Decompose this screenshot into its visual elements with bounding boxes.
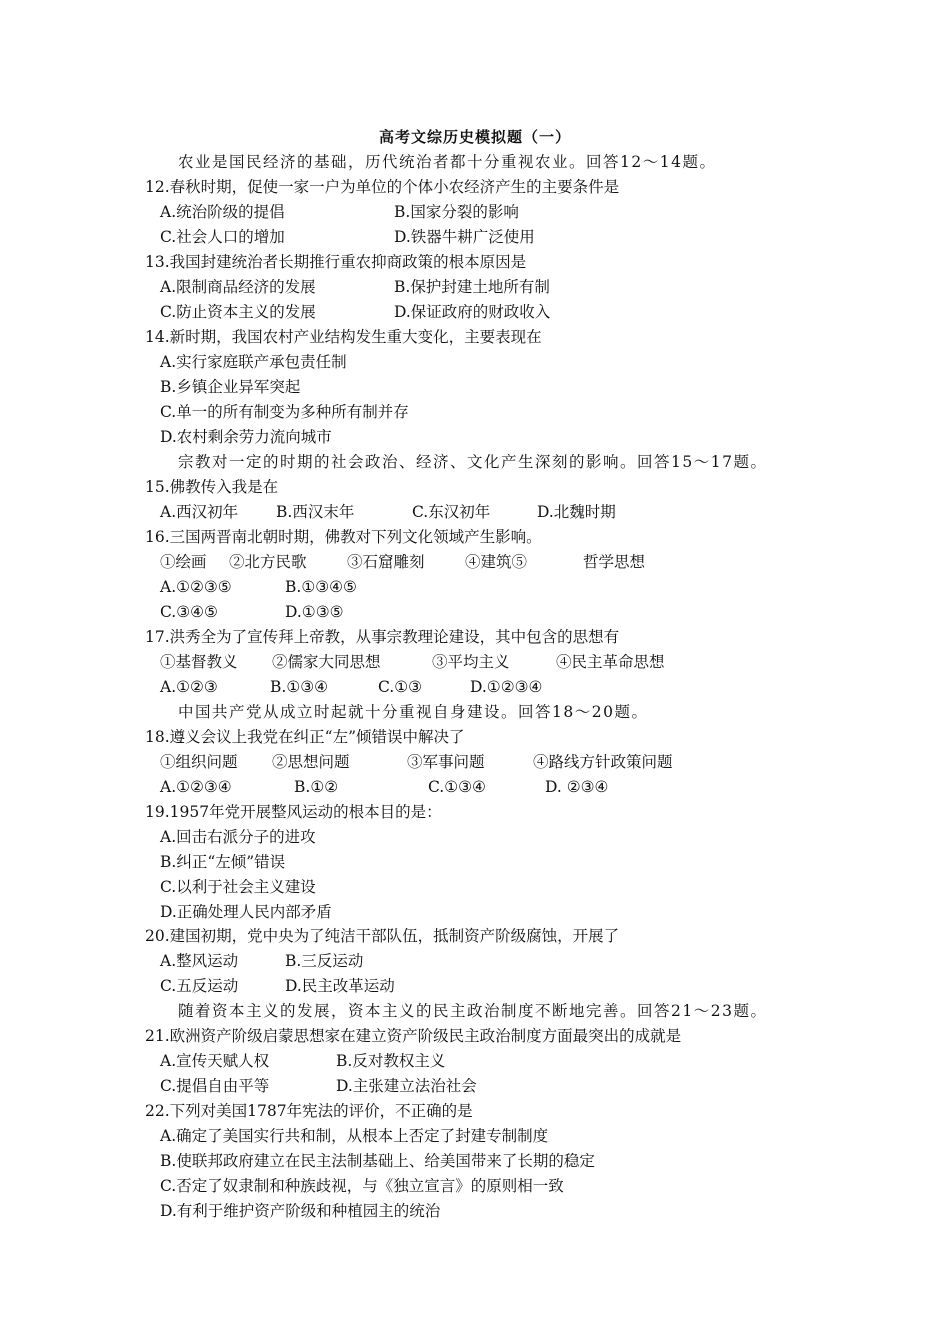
option-d: D.①③⑤ — [285, 603, 344, 621]
option-d: D.正确处理人民内部矛盾 — [160, 903, 332, 921]
option-a: A.确定了美国实行共和制，从根本上否定了封建专制制度 — [160, 1127, 549, 1145]
option-a: A.①②③ — [160, 678, 218, 696]
option-b: B.国家分裂的影响 — [394, 203, 519, 221]
option-b: B.纠正“左倾”错误 — [160, 853, 286, 871]
item-4: ④建筑⑤ — [465, 553, 528, 571]
question-21: 21.欧洲资产阶级启蒙思想家在建立资产阶级民主政治制度方面最突出的成就是 — [145, 1027, 682, 1045]
item-1: ①绘画 — [160, 553, 207, 571]
option-c: C.否定了奴隶制和种族歧视，与《独立宣言》的原则相一致 — [160, 1177, 564, 1195]
option-b: B.乡镇企业异军突起 — [160, 378, 301, 396]
option-c: C.以利于社会主义建设 — [160, 878, 316, 896]
option-c: C.提倡自由平等 — [160, 1077, 270, 1095]
option-a: A.①②③⑤ — [160, 578, 232, 596]
item-3: ③平均主义 — [432, 653, 510, 671]
option-c: C.防止资本主义的发展 — [160, 303, 316, 321]
option-c: C.①③④ — [428, 778, 486, 796]
option-d: D.保证政府的财政收入 — [394, 303, 551, 321]
option-a: A.回击右派分子的进攻 — [160, 828, 316, 846]
option-a: A.①②③④ — [160, 778, 232, 796]
item-3: ③石窟雕刻 — [347, 553, 425, 571]
option-a: A.实行家庭联产承包责任制 — [160, 353, 347, 371]
option-b: B.使联邦政府建立在民主法制基础上、给美国带来了长期的稳定 — [160, 1152, 595, 1170]
question-20: 20.建国初期，党中央为了纯洁干部队伍，抵制资产阶级腐蚀，开展了 — [145, 927, 620, 945]
option-a: A.整风运动 — [160, 952, 239, 970]
option-d: D.铁器牛耕广泛使用 — [394, 228, 535, 246]
item-5: 哲学思想 — [583, 553, 646, 571]
option-d: D. ②③④ — [545, 778, 609, 796]
option-c: C.五反运动 — [160, 977, 239, 995]
question-19: 19.1957年党开展整风运动的根本目的是： — [145, 803, 442, 821]
section-intro-21-23: 随着资本主义的发展，资本主义的民主政治制度不断地完善。回答21～23题。 — [178, 1002, 768, 1020]
option-c: C.单一的所有制变为多种所有制并存 — [160, 403, 409, 421]
item-2: ②儒家大同思想 — [272, 653, 381, 671]
option-a: A.宣传天赋人权 — [160, 1052, 270, 1070]
item-1: ①组织问题 — [160, 753, 238, 771]
item-2: ②北方民歌 — [229, 553, 307, 571]
option-d: D.农村剩余劳力流向城市 — [160, 428, 332, 446]
item-2: ②思想问题 — [272, 753, 350, 771]
question-14: 14.新时期，我国农村产业结构发生重大变化，主要表现在 — [145, 328, 542, 346]
option-a: A.统治阶级的提倡 — [160, 203, 285, 221]
option-b: B.①② — [294, 778, 339, 796]
option-d: D.①②③④ — [470, 678, 543, 696]
option-b: B.保护封建土地所有制 — [394, 278, 550, 296]
option-d: D.主张建立法治社会 — [336, 1077, 477, 1095]
item-4: ④民主革命思想 — [556, 653, 665, 671]
option-c: C.东汉初年 — [412, 503, 491, 521]
option-c: C.社会人口的增加 — [160, 228, 285, 246]
section-intro-12-14: 农业是国民经济的基础，历代统治者都十分重视农业。回答12～14题。 — [178, 153, 717, 171]
question-22: 22.下列对美国1787年宪法的评价，不正确的是 — [145, 1102, 473, 1120]
question-18: 18.遵义会议上我党在纠正“左”倾错误中解决了 — [145, 728, 465, 746]
option-c: C.①③ — [378, 678, 423, 696]
option-a: A.西汉初年 — [160, 503, 239, 521]
section-intro-15-17: 宗教对一定的时期的社会政治、经济、文化产生深刻的影响。回答15～17题。 — [178, 453, 768, 471]
question-17: 17.洪秀全为了宣传拜上帝教，从事宗教理论建设，其中包含的思想有 — [145, 628, 620, 646]
option-d: D.北魏时期 — [537, 503, 616, 521]
item-1: ①基督教义 — [160, 653, 238, 671]
option-d: D.有利于维护资产阶级和种植园主的统治 — [160, 1202, 441, 1220]
item-3: ③军事问题 — [407, 753, 485, 771]
option-b: B.三反运动 — [285, 952, 364, 970]
question-16: 16.三国两晋南北朝时期，佛教对下列文化领域产生影响。 — [145, 528, 542, 546]
option-b: B.①③④⑤ — [285, 578, 357, 596]
option-b: B.①③④ — [270, 678, 329, 696]
page-title: 高考文综历史模拟题（一） — [378, 128, 571, 146]
option-b: B.反对教权主义 — [336, 1052, 446, 1070]
item-4: ④路线方针政策问题 — [533, 753, 673, 771]
option-d: D.民主改革运动 — [285, 977, 395, 995]
question-13: 13.我国封建统治者长期推行重农抑商政策的根本原因是 — [145, 253, 527, 271]
question-12: 12.春秋时期，促使一家一户为单位的个体小农经济产生的主要条件是 — [145, 178, 620, 196]
question-15: 15.佛教传入我是在 — [145, 478, 279, 496]
section-intro-18-20: 中国共产党从成立时起就十分重视自身建设。回答18～20题。 — [178, 703, 649, 721]
option-c: C.③④⑤ — [160, 603, 218, 621]
option-a: A.限制商品经济的发展 — [160, 278, 316, 296]
option-b: B.西汉末年 — [276, 503, 355, 521]
